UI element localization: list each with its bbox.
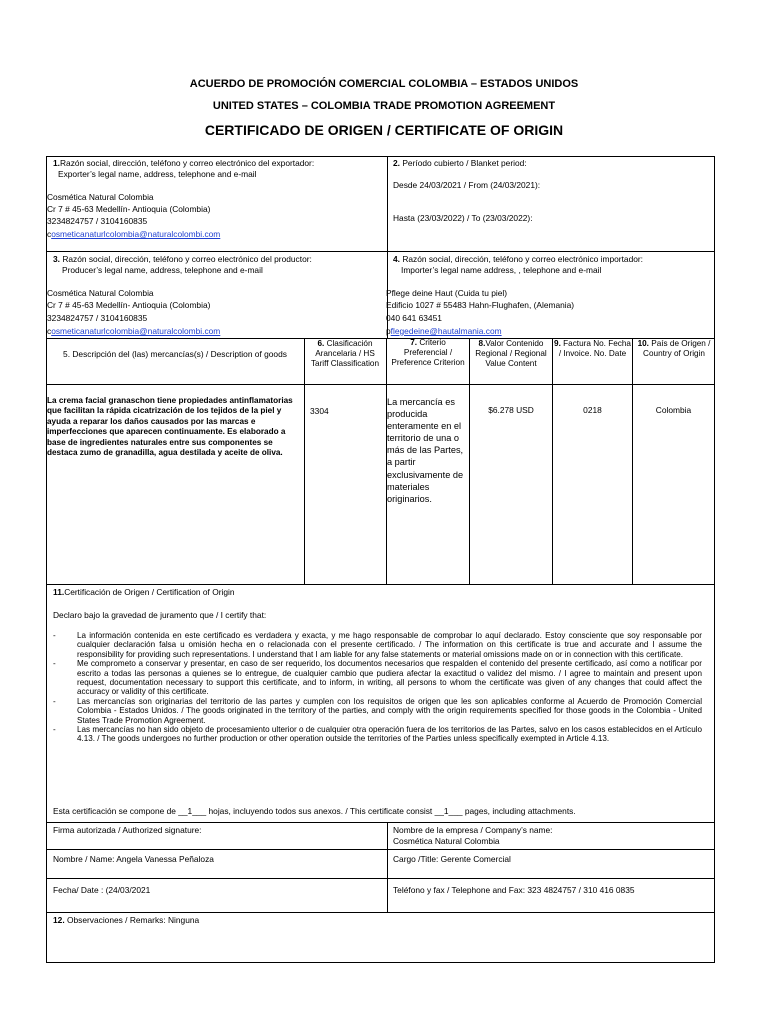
producer-email[interactable]: cosmeticanaturlcolombia@naturalcolombi.com: [47, 326, 221, 336]
goods-country: Colombia: [655, 405, 692, 415]
goods-invoice: 0218: [583, 405, 602, 415]
certification-item: - Me comprometo a conservar y presentar, en caso de ser requerido, los documentos necesarios que respalden el contenido del presente certificado, así como a notificar por escrito a todas las personas a quienes se lo entregue, de cualquier cambio que pudiera afectar la exactitud o validez del mismo. / I agree to maintain and present upon request, documentation necessary to support this certificate, and to inform, in writing, all persons to whom the certificate was given of any changes that could affect the accuracy or validity of this certificate.: [50, 659, 702, 697]
period-label: 2. Período cubierto / Blanket period:: [393, 158, 527, 168]
exporter-label: 1.Razón social, dirección, teléfono y correo electrónico del exportador:: [53, 158, 315, 168]
exporter-email-link[interactable]: osmeticanaturlcolombia@naturalcolombi.com: [51, 229, 221, 239]
col-hs-header: 6. Clasificación Arancelaria / HS Tariff Classification: [310, 339, 380, 368]
signer-phone: Teléfono y fax / Telephone and Fax: 323 4824757 / 310 416 0835: [393, 885, 635, 895]
importer-label: 4. Razón social, dirección, teléfono y correo electrónico importador:: [393, 254, 643, 264]
signature-date: Fecha/ Date : (24/03/2021: [53, 885, 151, 895]
exporter-label-en: Exporter’s legal name, address, telephone and e-mail: [58, 169, 257, 179]
importer-address: Edificio 1027 # 55483 Hahn-Flughafen, (Alemania): [386, 300, 575, 310]
goods-description: La crema facial granaschon tiene propiedades antinflamatorias que facilitan la rápida cicatrización de los tejidos de la piel y ayuda a reparar los daños causados por las marcas e imperfecciones que aparecen continuamente. Es elaborado a base de ingredientes naturales entre sus componentes se destaca zumo de granadilla, agua destilada y aceite de oliva.: [47, 396, 293, 458]
certification-item: - Las mercancías son originarias del territorio de las partes y cumplen con los requisitos de origen que les son aplicables conforme al Acuerdo de Promoción Comercial Colombia - Estados Unidos. / The goods originated in the territory of the parties, and comply with the origin requirements specified for those goods in the Colombia - United States Trade Promotion Agreement.: [50, 697, 702, 725]
exporter-name: Cosmética Natural Colombia: [47, 192, 154, 202]
page-title: CERTIFICADO DE ORIGEN / CERTIFICATE OF ORIGIN: [204, 122, 564, 138]
certification-list: [50, 631, 702, 744]
exporter-phone: 3234824757 / 3104160835: [47, 216, 148, 226]
importer-label-en: Importer’s legal name address, , telephone and e-mail: [401, 265, 602, 275]
producer-label: 3. Razón social, dirección, teléfono y correo electrónico del productor:: [53, 254, 312, 264]
importer-name: Pflege deine Haut (Cuida tu piel): [386, 288, 508, 298]
importer-email[interactable]: pflegedeine@hautalmania.com: [386, 326, 502, 336]
certification-declare: Declaro bajo la gravedad de juramento que / I certify that:: [53, 610, 267, 620]
certification-label: 11.Certificación de Origen / Certification of Origin: [53, 587, 235, 597]
certification-item: - Las mercancías no han sido objeto de procesamiento ulterior o de cualquier otra operación fuera de los territorios de las Partes, salvo en los casos establecidos en el Artículo 4.13. / The goods undergoes no further production or other operation outside the territories of the Parties unless specifically exempted in Article 4.13.: [50, 725, 702, 744]
producer-name: Cosmética Natural Colombia: [47, 288, 154, 298]
signer-title: Cargo /Title: Gerente Comercial: [393, 854, 511, 864]
remarks: 12. Observaciones / Remarks: Ninguna: [53, 915, 200, 925]
certification-pages: Esta certificación se compone de __1___ hojas, incluyendo todos sus anexos. / This certificate consist __1___ pages, including attachments.: [53, 806, 576, 816]
producer-address: Cr 7 # 45-63 Medellín- Antioquia (Colombia): [47, 300, 211, 310]
header-line-es: ACUERDO DE PROMOCIÓN COMERCIAL COLOMBIA – ESTADOS UNIDOS: [189, 78, 579, 90]
col-country-header: 10. País de Origen / Country of Origin: [637, 339, 711, 358]
col-rvc-header: 8.Valor Contenido Regional / Regional Value Content: [475, 339, 547, 368]
exporter-email[interactable]: cosmeticanaturlcolombia@naturalcolombi.com: [47, 229, 221, 239]
col-invoice-header: 9. Factura No. Fecha / Invoice. No. Date: [554, 339, 631, 358]
goods-rvc: $6.278 USD: [488, 405, 534, 415]
producer-email-link[interactable]: osmeticanaturlcolombia@naturalcolombi.com: [51, 326, 221, 336]
header-line-en: UNITED STATES – COLOMBIA TRADE PROMOTION AGREEMENT: [212, 100, 556, 112]
goods-hs-code: 3304: [310, 406, 329, 416]
col-criterion-header: 7. Criterio Preferencial / Preference Criterion: [391, 338, 465, 367]
signer-name: Nombre / Name: Angela Vanessa Peñaloza: [53, 854, 214, 864]
period-to: Hasta (23/03/2022) / To (23/03/2022):: [393, 213, 533, 223]
producer-label-en: Producer’s legal name, address, telephone and e-mail: [62, 265, 263, 275]
importer-email-link[interactable]: flegedeine@hautalmania.com: [390, 326, 502, 336]
exporter-address: Cr 7 # 45-63 Medellín- Antioquia (Colombia): [47, 204, 211, 214]
period-from: Desde 24/03/2021 / From (24/03/2021):: [393, 180, 541, 190]
goods-criterion: La mercancía es producida enteramente en el territorio de una o más de las Partes, a partir exclusivamente de materiales originarios.: [387, 397, 464, 504]
importer-phone: 040 641 63451: [386, 313, 442, 323]
certification-item: - La información contenida en este certificado es verdadera y exacta, y me hago responsable de comprobar lo aquí declarado. Estoy consciente que soy responsable por cualquier declaración falsa u omisión hecha en o relacionada con el presente certificado. / The information on this certificate is true and accurate and I assume the responsibility for providing such representations. I understand that I am liable for any false statements or material omissions made on or in connection with this certificate.: [50, 631, 702, 659]
company-name-label: Nombre de la empresa / Company’s name:: [393, 825, 553, 835]
col-description-header: 5. Descripción del (las) mercancías(s) / Description of goods: [63, 349, 287, 359]
company-name-value: Cosmética Natural Colombia: [393, 836, 500, 846]
authorized-signature-label: Firma autorizada / Authorized signature:: [53, 825, 202, 835]
producer-phone: 3234824757 / 3104160835: [47, 313, 148, 323]
